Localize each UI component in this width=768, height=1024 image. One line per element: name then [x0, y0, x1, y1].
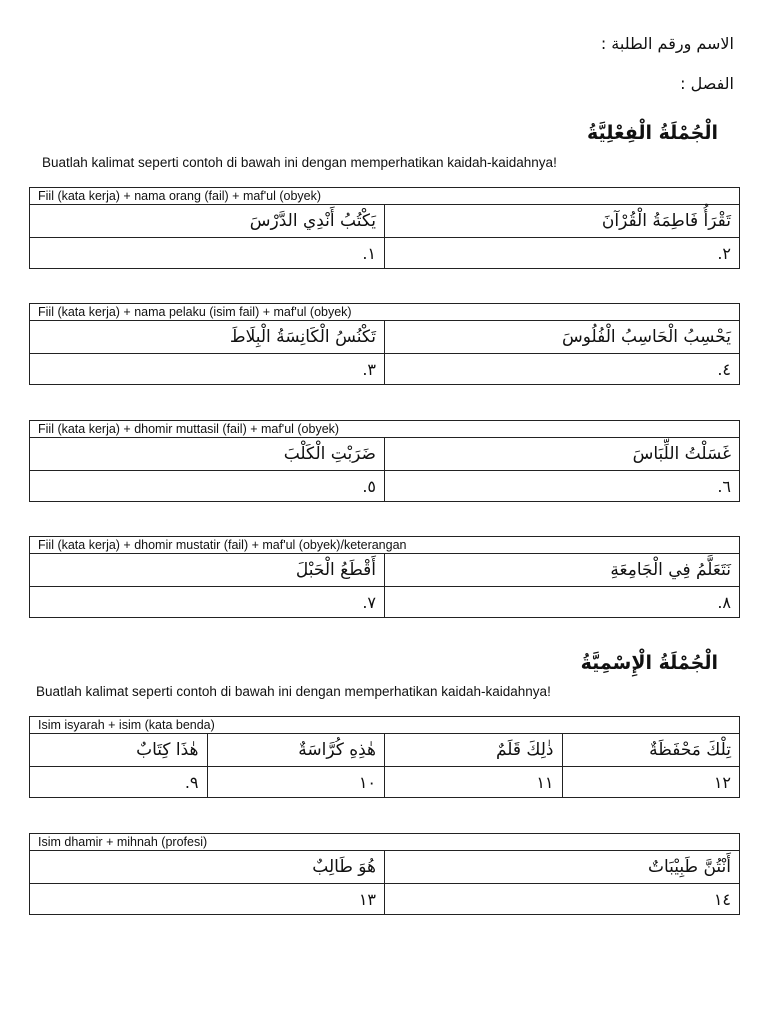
table-caption: Isim dhamir + mihnah (profesi): [30, 834, 740, 851]
example-cell: هٰذَا كِتَابٌ: [30, 734, 208, 767]
answer-cell-2[interactable]: ٢.: [385, 238, 740, 269]
exercise-table-3: [29, 420, 740, 502]
example-cell: ذٰلِكَ قَلَمٌ: [385, 734, 563, 767]
table-caption: Fiil (kata kerja) + dhomir mustatir (fail) + maf'ul (obyek)/keterangan: [30, 537, 740, 554]
example-cell: أَقْطَعُ الْحَبْلَ: [30, 554, 385, 587]
example-cell: تَكْنُسُ الْكَانِسَةُ الْبِلَاطَ: [30, 321, 385, 354]
answer-cell-11[interactable]: ١١: [385, 767, 563, 798]
example-row: [30, 321, 740, 354]
table-caption: Fiil (kata kerja) + nama pelaku (isim fail) + maf'ul (obyek): [30, 304, 740, 321]
answer-cell-14[interactable]: ١٤: [385, 884, 740, 915]
answer-cell-5[interactable]: ٥.: [30, 471, 385, 502]
exercise-table-1: [29, 187, 740, 269]
answer-cell-12[interactable]: ١٢: [562, 767, 740, 798]
answer-row: [30, 354, 740, 385]
section1-title: الْجُمْلَةُ الْفِعْلِيَّةُ: [586, 122, 718, 144]
answer-cell-8[interactable]: ٨.: [385, 587, 740, 618]
table-caption: Isim isyarah + isim (kata benda): [30, 717, 740, 734]
exercise-table-6: [29, 833, 740, 915]
table-caption: Fiil (kata kerja) + nama orang (fail) + maf'ul (obyek): [30, 188, 740, 205]
example-row: [30, 438, 740, 471]
answer-cell-4[interactable]: ٤.: [385, 354, 740, 385]
exercise-table-2: [29, 303, 740, 385]
answer-cell-6[interactable]: ٦.: [385, 471, 740, 502]
example-cell: هُوَ طَالِبٌ: [30, 851, 385, 884]
example-row: [30, 734, 740, 767]
answer-cell-3[interactable]: ٣.: [30, 354, 385, 385]
answer-cell-9[interactable]: ٩.: [30, 767, 208, 798]
answer-row: [30, 767, 740, 798]
example-cell: تَقْرَأُ فَاطِمَةُ الْقُرْآنَ: [385, 205, 740, 238]
example-cell: تِلْكَ مَحْفَظَةٌ: [562, 734, 740, 767]
table-caption: Fiil (kata kerja) + dhomir muttasil (fail) + maf'ul (obyek): [30, 421, 740, 438]
example-cell: غَسَلْتُ اللِّبَاسَ: [385, 438, 740, 471]
class-label: الفصل :: [680, 74, 734, 93]
student-name-label: الاسم ورقم الطلبة :: [600, 34, 734, 53]
answer-cell-1[interactable]: ١.: [30, 238, 385, 269]
example-cell: يَحْسِبُ الْحَاسِبُ الْفُلُوسَ: [385, 321, 740, 354]
section1-instruction: Buatlah kalimat seperti contoh di bawah ini dengan memperhatikan kaidah-kaidahnya!: [42, 155, 557, 170]
example-cell: أَنْتُنَّ طَبِيْبَاتٌ: [385, 851, 740, 884]
example-row: [30, 205, 740, 238]
example-row: [30, 554, 740, 587]
section2-instruction: Buatlah kalimat seperti contoh di bawah ini dengan memperhatikan kaidah-kaidahnya!: [36, 684, 551, 699]
exercise-table-4: [29, 536, 740, 618]
example-cell: نَتَعَلَّمُ فِي الْجَامِعَةِ: [385, 554, 740, 587]
section2-title: الْجُمْلَةُ الْإِسْمِيَّةُ: [580, 652, 718, 674]
example-cell: يَكْتُبُ أَنْدِي الدَّرْسَ: [30, 205, 385, 238]
answer-cell-7[interactable]: ٧.: [30, 587, 385, 618]
example-row: [30, 851, 740, 884]
exercise-table-5: [29, 716, 740, 798]
example-cell: ضَرَبْتِ الْكَلْبَ: [30, 438, 385, 471]
answer-cell-10[interactable]: ١٠: [207, 767, 385, 798]
answer-row: [30, 471, 740, 502]
example-cell: هٰذِهِ كُرَّاسَةٌ: [207, 734, 385, 767]
answer-row: [30, 587, 740, 618]
answer-row: [30, 238, 740, 269]
answer-cell-13[interactable]: ١٣: [30, 884, 385, 915]
answer-row: [30, 884, 740, 915]
